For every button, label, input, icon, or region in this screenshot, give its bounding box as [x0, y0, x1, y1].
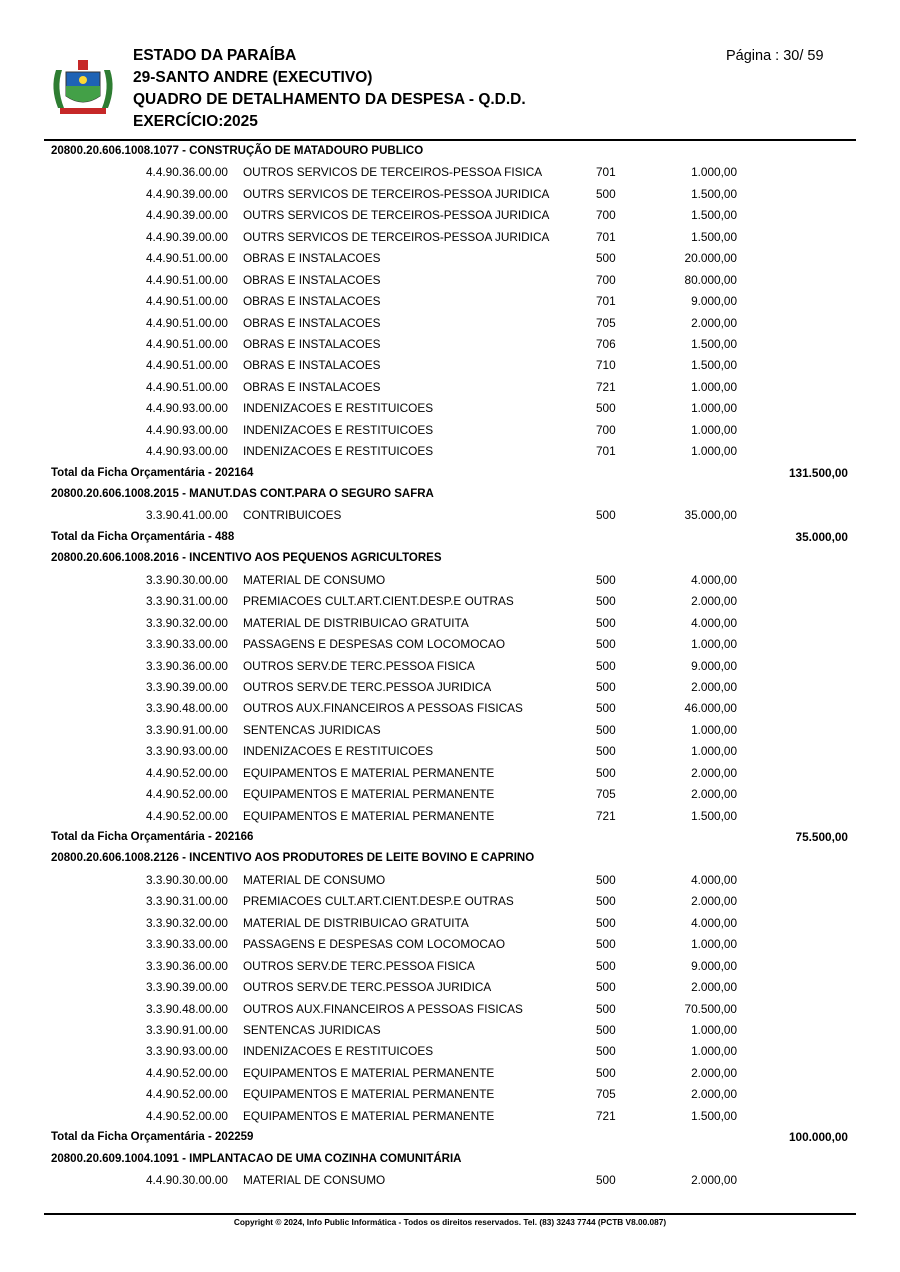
page-number: Página : 30/ 59 [726, 48, 824, 64]
resource-source: 721 [596, 379, 616, 394]
state-coat-of-arms-logo [48, 58, 118, 118]
resource-source: 500 [596, 658, 616, 673]
expense-value: 4.000,00 [691, 872, 737, 887]
expense-code: 4.4.90.93.00.00 [146, 444, 228, 459]
resource-source: 710 [596, 358, 616, 373]
expense-code: 4.4.90.52.00.00 [146, 1087, 228, 1102]
table-row [0, 184, 900, 205]
expense-table [0, 141, 900, 1191]
expense-value: 80.000,00 [684, 272, 737, 287]
expense-code: 4.4.90.51.00.00 [146, 294, 228, 309]
expense-code: 4.4.90.93.00.00 [146, 401, 228, 416]
expense-value: 1.000,00 [691, 744, 737, 759]
total-label: Total da Ficha Orçamentária - 202164 [51, 466, 254, 479]
expense-code: 3.3.90.39.00.00 [146, 980, 228, 995]
footer-divider [44, 1213, 856, 1215]
resource-source: 500 [596, 401, 616, 416]
expense-description: SENTENCAS JURIDICAS [243, 722, 381, 737]
expense-value: 1.000,00 [691, 1022, 737, 1037]
expense-description: OBRAS E INSTALACOES [243, 251, 381, 266]
resource-source: 500 [596, 937, 616, 952]
table-row [0, 613, 900, 634]
expense-value: 1.500,00 [691, 1108, 737, 1123]
expense-value: 1.500,00 [691, 229, 737, 244]
resource-source: 500 [596, 594, 616, 609]
table-row [0, 956, 900, 977]
expense-description: MATERIAL DE CONSUMO [243, 1173, 386, 1187]
expense-code: 3.3.90.33.00.00 [146, 637, 228, 652]
expense-value: 1.000,00 [691, 422, 737, 437]
table-row [0, 591, 900, 612]
expense-description: MATERIAL DE DISTRIBUICAO GRATUITA [243, 615, 469, 630]
resource-source: 500 [596, 722, 616, 737]
exercise-year: EXERCÍCIO:2025 [133, 113, 258, 130]
total-label: Total da Ficha Orçamentária - 202166 [51, 831, 254, 843]
table-row [0, 741, 900, 762]
total-value: 35.000,00 [795, 529, 848, 544]
table-row [0, 441, 900, 462]
expense-value: 1.500,00 [691, 208, 737, 223]
resource-source: 500 [596, 744, 616, 759]
expense-value: 1.000,00 [691, 722, 737, 737]
table-row [0, 1106, 900, 1127]
resource-source: 500 [596, 958, 616, 973]
table-row [0, 891, 900, 912]
table-row [0, 420, 900, 441]
table-row [0, 505, 900, 526]
expense-description: OUTROS SERV.DE TERC.PESSOA JURIDICA [243, 679, 492, 694]
expense-description: EQUIPAMENTOS E MATERIAL PERMANENTE [243, 1087, 495, 1102]
resource-source: 701 [596, 294, 616, 309]
total-row [0, 527, 900, 548]
expense-description: INDENIZACOES E RESTITUICOES [243, 444, 434, 459]
expense-code: 4.4.90.39.00.00 [146, 229, 228, 244]
expense-code: 4.4.90.51.00.00 [146, 379, 228, 394]
expense-description: SENTENCAS JURIDICAS [243, 1022, 381, 1037]
expense-value: 2.000,00 [691, 679, 737, 694]
expense-description: OBRAS E INSTALACOES [243, 315, 381, 330]
expense-description: OUTROS SERV.DE TERC.PESSOA FISICA [243, 658, 475, 673]
expense-value: 2.000,00 [691, 980, 737, 995]
resource-source: 500 [596, 1173, 616, 1187]
resource-source: 721 [596, 808, 616, 823]
expense-value: 1.500,00 [691, 186, 737, 201]
expense-value: 1.000,00 [691, 444, 737, 459]
expense-description: EQUIPAMENTOS E MATERIAL PERMANENTE [243, 1065, 495, 1080]
expense-code: 4.4.90.93.00.00 [146, 422, 228, 437]
expense-code: 4.4.90.51.00.00 [146, 251, 228, 266]
resource-source: 700 [596, 208, 616, 223]
expense-value: 2.000,00 [691, 765, 737, 780]
expense-description: PREMIACOES CULT.ART.CIENT.DESP.E OUTRAS [243, 594, 514, 609]
resource-source: 500 [596, 186, 616, 201]
table-row [0, 291, 900, 312]
expense-description: OUTROS AUX.FINANCEIROS A PESSOAS FISICAS [243, 1001, 523, 1016]
resource-source: 500 [596, 572, 616, 587]
expense-code: 4.4.90.30.00.00 [146, 1173, 228, 1187]
table-row [0, 870, 900, 891]
expense-description: MATERIAL DE CONSUMO [243, 872, 386, 887]
table-row [0, 334, 900, 355]
expense-value: 70.500,00 [684, 1001, 737, 1016]
resource-source: 500 [596, 872, 616, 887]
expense-description: INDENIZACOES E RESTITUICOES [243, 401, 434, 416]
expense-code: 4.4.90.52.00.00 [146, 765, 228, 780]
resource-source: 500 [596, 615, 616, 630]
expense-code: 3.3.90.31.00.00 [146, 894, 228, 909]
report-title: QUADRO DE DETALHAMENTO DA DESPESA - Q.D.D. [133, 91, 526, 108]
expense-code: 4.4.90.51.00.00 [146, 336, 228, 351]
expense-code: 3.3.90.39.00.00 [146, 679, 228, 694]
expense-code: 4.4.90.51.00.00 [146, 358, 228, 373]
expense-description: PASSAGENS E DESPESAS COM LOCOMOCAO [243, 637, 505, 652]
expense-code: 3.3.90.93.00.00 [146, 744, 228, 759]
table-row [0, 763, 900, 784]
expense-code: 3.3.90.48.00.00 [146, 1001, 228, 1016]
expense-value: 1.000,00 [691, 401, 737, 416]
expense-value: 4.000,00 [691, 572, 737, 587]
expense-value: 1.000,00 [691, 379, 737, 394]
table-row [0, 355, 900, 376]
expense-value: 20.000,00 [684, 251, 737, 266]
resource-source: 705 [596, 1087, 616, 1102]
expense-description: EQUIPAMENTOS E MATERIAL PERMANENTE [243, 787, 495, 802]
section-title: 20800.20.606.1008.1077 - CONSTRUÇÃO DE MATADOURO PUBLICO [51, 145, 424, 157]
expense-code: 3.3.90.91.00.00 [146, 722, 228, 737]
table-row [0, 1041, 900, 1062]
expense-description: MATERIAL DE CONSUMO [243, 572, 386, 587]
expense-description: OUTROS SERVICOS DE TERCEIROS-PESSOA FISICA [243, 165, 543, 180]
expense-description: OUTROS AUX.FINANCEIROS A PESSOAS FISICAS [243, 701, 523, 716]
expense-code: 4.4.90.52.00.00 [146, 1108, 228, 1123]
table-row [0, 698, 900, 719]
total-row [0, 827, 900, 848]
resource-source: 500 [596, 980, 616, 995]
table-row [0, 1020, 900, 1041]
section-header [0, 548, 900, 569]
expense-value: 1.500,00 [691, 336, 737, 351]
expense-value: 46.000,00 [684, 701, 737, 716]
expense-value: 4.000,00 [691, 615, 737, 630]
table-row [0, 999, 900, 1020]
expense-value: 35.000,00 [684, 508, 737, 523]
total-label: Total da Ficha Orçamentária - 488 [51, 530, 235, 543]
expense-code: 4.4.90.51.00.00 [146, 272, 228, 287]
expense-description: PASSAGENS E DESPESAS COM LOCOMOCAO [243, 937, 505, 952]
resource-source: 500 [596, 765, 616, 780]
table-row [0, 313, 900, 334]
expense-value: 1.000,00 [691, 165, 737, 180]
expense-description: INDENIZACOES E RESTITUICOES [243, 744, 434, 759]
section-title: 20800.20.609.1004.1091 - IMPLANTACAO DE UMA COZINHA COMUNITÁRIA [51, 1152, 462, 1165]
table-row [0, 784, 900, 805]
section-header [0, 141, 900, 162]
resource-source: 500 [596, 508, 616, 523]
table-row [0, 398, 900, 419]
expense-description: OBRAS E INSTALACOES [243, 358, 381, 373]
section-header [0, 484, 900, 505]
expense-code: 4.4.90.52.00.00 [146, 808, 228, 823]
expense-value: 1.500,00 [691, 358, 737, 373]
expense-code: 4.4.90.39.00.00 [146, 208, 228, 223]
expense-code: 3.3.90.32.00.00 [146, 915, 228, 930]
table-row [0, 806, 900, 827]
expense-value: 9.000,00 [691, 658, 737, 673]
expense-description: OUTRS SERVICOS DE TERCEIROS-PESSOA JURIDICA [243, 208, 550, 223]
total-value: 75.500,00 [795, 830, 848, 844]
resource-source: 500 [596, 894, 616, 909]
expense-value: 2.000,00 [691, 787, 737, 802]
expense-value: 2.000,00 [691, 315, 737, 330]
expense-description: PREMIACOES CULT.ART.CIENT.DESP.E OUTRAS [243, 894, 514, 909]
total-value: 131.500,00 [788, 465, 848, 480]
expense-description: OBRAS E INSTALACOES [243, 272, 381, 287]
expense-value: 9.000,00 [691, 958, 737, 973]
expense-code: 4.4.90.51.00.00 [146, 315, 228, 330]
expense-description: CONTRIBUICOES [243, 508, 342, 523]
expense-description: INDENIZACOES E RESTITUICOES [243, 422, 434, 437]
entity-name: 29-SANTO ANDRE (EXECUTIVO) [133, 69, 373, 86]
total-value: 100.000,00 [788, 1130, 848, 1145]
expense-value: 4.000,00 [691, 915, 737, 930]
section-header [0, 848, 900, 869]
resource-source: 700 [596, 272, 616, 287]
resource-source: 500 [596, 701, 616, 716]
expense-description: OBRAS E INSTALACOES [243, 294, 381, 309]
table-row [0, 248, 900, 269]
expense-description: OUTROS SERV.DE TERC.PESSOA FISICA [243, 958, 475, 973]
resource-source: 500 [596, 679, 616, 694]
expense-description: OUTROS SERV.DE TERC.PESSOA JURIDICA [243, 980, 492, 995]
expense-value: 2.000,00 [691, 594, 737, 609]
expense-description: OBRAS E INSTALACOES [243, 336, 381, 351]
resource-source: 705 [596, 315, 616, 330]
table-row [0, 677, 900, 698]
expense-code: 3.3.90.32.00.00 [146, 615, 228, 630]
expense-description: EQUIPAMENTOS E MATERIAL PERMANENTE [243, 1108, 495, 1123]
expense-value: 2.000,00 [691, 1173, 737, 1187]
resource-source: 500 [596, 1044, 616, 1059]
expense-code: 3.3.90.36.00.00 [146, 658, 228, 673]
table-row [0, 205, 900, 226]
expense-code: 3.3.90.36.00.00 [146, 958, 228, 973]
expense-value: 1.000,00 [691, 1044, 737, 1059]
table-row [0, 1063, 900, 1084]
table-row [0, 227, 900, 248]
expense-code: 4.4.90.52.00.00 [146, 1065, 228, 1080]
expense-description: MATERIAL DE DISTRIBUICAO GRATUITA [243, 915, 469, 930]
total-row [0, 463, 900, 484]
table-row [0, 934, 900, 955]
expense-description: EQUIPAMENTOS E MATERIAL PERMANENTE [243, 765, 495, 780]
expense-code: 3.3.90.93.00.00 [146, 1044, 228, 1059]
table-row [0, 270, 900, 291]
expense-value: 2.000,00 [691, 1065, 737, 1080]
expense-code: 3.3.90.91.00.00 [146, 1022, 228, 1037]
expense-code: 3.3.90.48.00.00 [146, 701, 228, 716]
expense-code: 3.3.90.30.00.00 [146, 872, 228, 887]
resource-source: 700 [596, 422, 616, 437]
table-row [0, 634, 900, 655]
expense-code: 4.4.90.36.00.00 [146, 165, 228, 180]
table-row [0, 977, 900, 998]
resource-source: 701 [596, 444, 616, 459]
resource-source: 701 [596, 165, 616, 180]
expense-description: OUTRS SERVICOS DE TERCEIROS-PESSOA JURIDICA [243, 229, 550, 244]
copyright-footer: Copyright © 2024, Info Public Informática - Todos os direitos reservados. Tel. (83) 3243 7744 (PCTB V8.00.087) [233, 1217, 667, 1227]
resource-source: 500 [596, 1001, 616, 1016]
total-label: Total da Ficha Orçamentária - 202259 [51, 1131, 254, 1144]
total-row [0, 1127, 900, 1148]
resource-source: 721 [596, 1108, 616, 1123]
table-row [0, 913, 900, 934]
table-row [0, 1170, 900, 1191]
resource-source: 500 [596, 915, 616, 930]
table-row [0, 656, 900, 677]
section-title: 20800.20.606.1008.2015 - MANUT.DAS CONT.PARA O SEGURO SAFRA [51, 488, 434, 500]
state-name: ESTADO DA PARAÍBA [133, 47, 297, 64]
table-row [0, 162, 900, 183]
section-title: 20800.20.606.1008.2016 - INCENTIVO AOS PEQUENOS AGRICULTORES [51, 552, 442, 565]
section-header [0, 1149, 900, 1170]
table-row [0, 377, 900, 398]
resource-source: 705 [596, 787, 616, 802]
expense-description: OUTRS SERVICOS DE TERCEIROS-PESSOA JURIDICA [243, 186, 550, 201]
expense-description: EQUIPAMENTOS E MATERIAL PERMANENTE [243, 808, 495, 823]
resource-source: 500 [596, 1022, 616, 1037]
resource-source: 500 [596, 637, 616, 652]
expense-value: 2.000,00 [691, 1087, 737, 1102]
expense-code: 3.3.90.31.00.00 [146, 594, 228, 609]
expense-value: 1.000,00 [691, 937, 737, 952]
expense-code: 3.3.90.30.00.00 [146, 572, 228, 587]
resource-source: 500 [596, 1065, 616, 1080]
expense-code: 3.3.90.33.00.00 [146, 937, 228, 952]
expense-code: 4.4.90.39.00.00 [146, 186, 228, 201]
expense-value: 1.500,00 [691, 808, 737, 823]
resource-source: 500 [596, 251, 616, 266]
expense-code: 4.4.90.52.00.00 [146, 787, 228, 802]
expense-description: OBRAS E INSTALACOES [243, 379, 381, 394]
resource-source: 706 [596, 336, 616, 351]
table-row [0, 1084, 900, 1105]
expense-value: 1.000,00 [691, 637, 737, 652]
table-row [0, 720, 900, 741]
table-row [0, 570, 900, 591]
expense-value: 2.000,00 [691, 894, 737, 909]
expense-code: 3.3.90.41.00.00 [146, 508, 228, 523]
expense-description: INDENIZACOES E RESTITUICOES [243, 1044, 434, 1059]
section-title: 20800.20.606.1008.2126 - INCENTIVO AOS PRODUTORES DE LEITE BOVINO E CAPRINO [51, 852, 535, 865]
expense-value: 9.000,00 [691, 294, 737, 309]
resource-source: 701 [596, 229, 616, 244]
